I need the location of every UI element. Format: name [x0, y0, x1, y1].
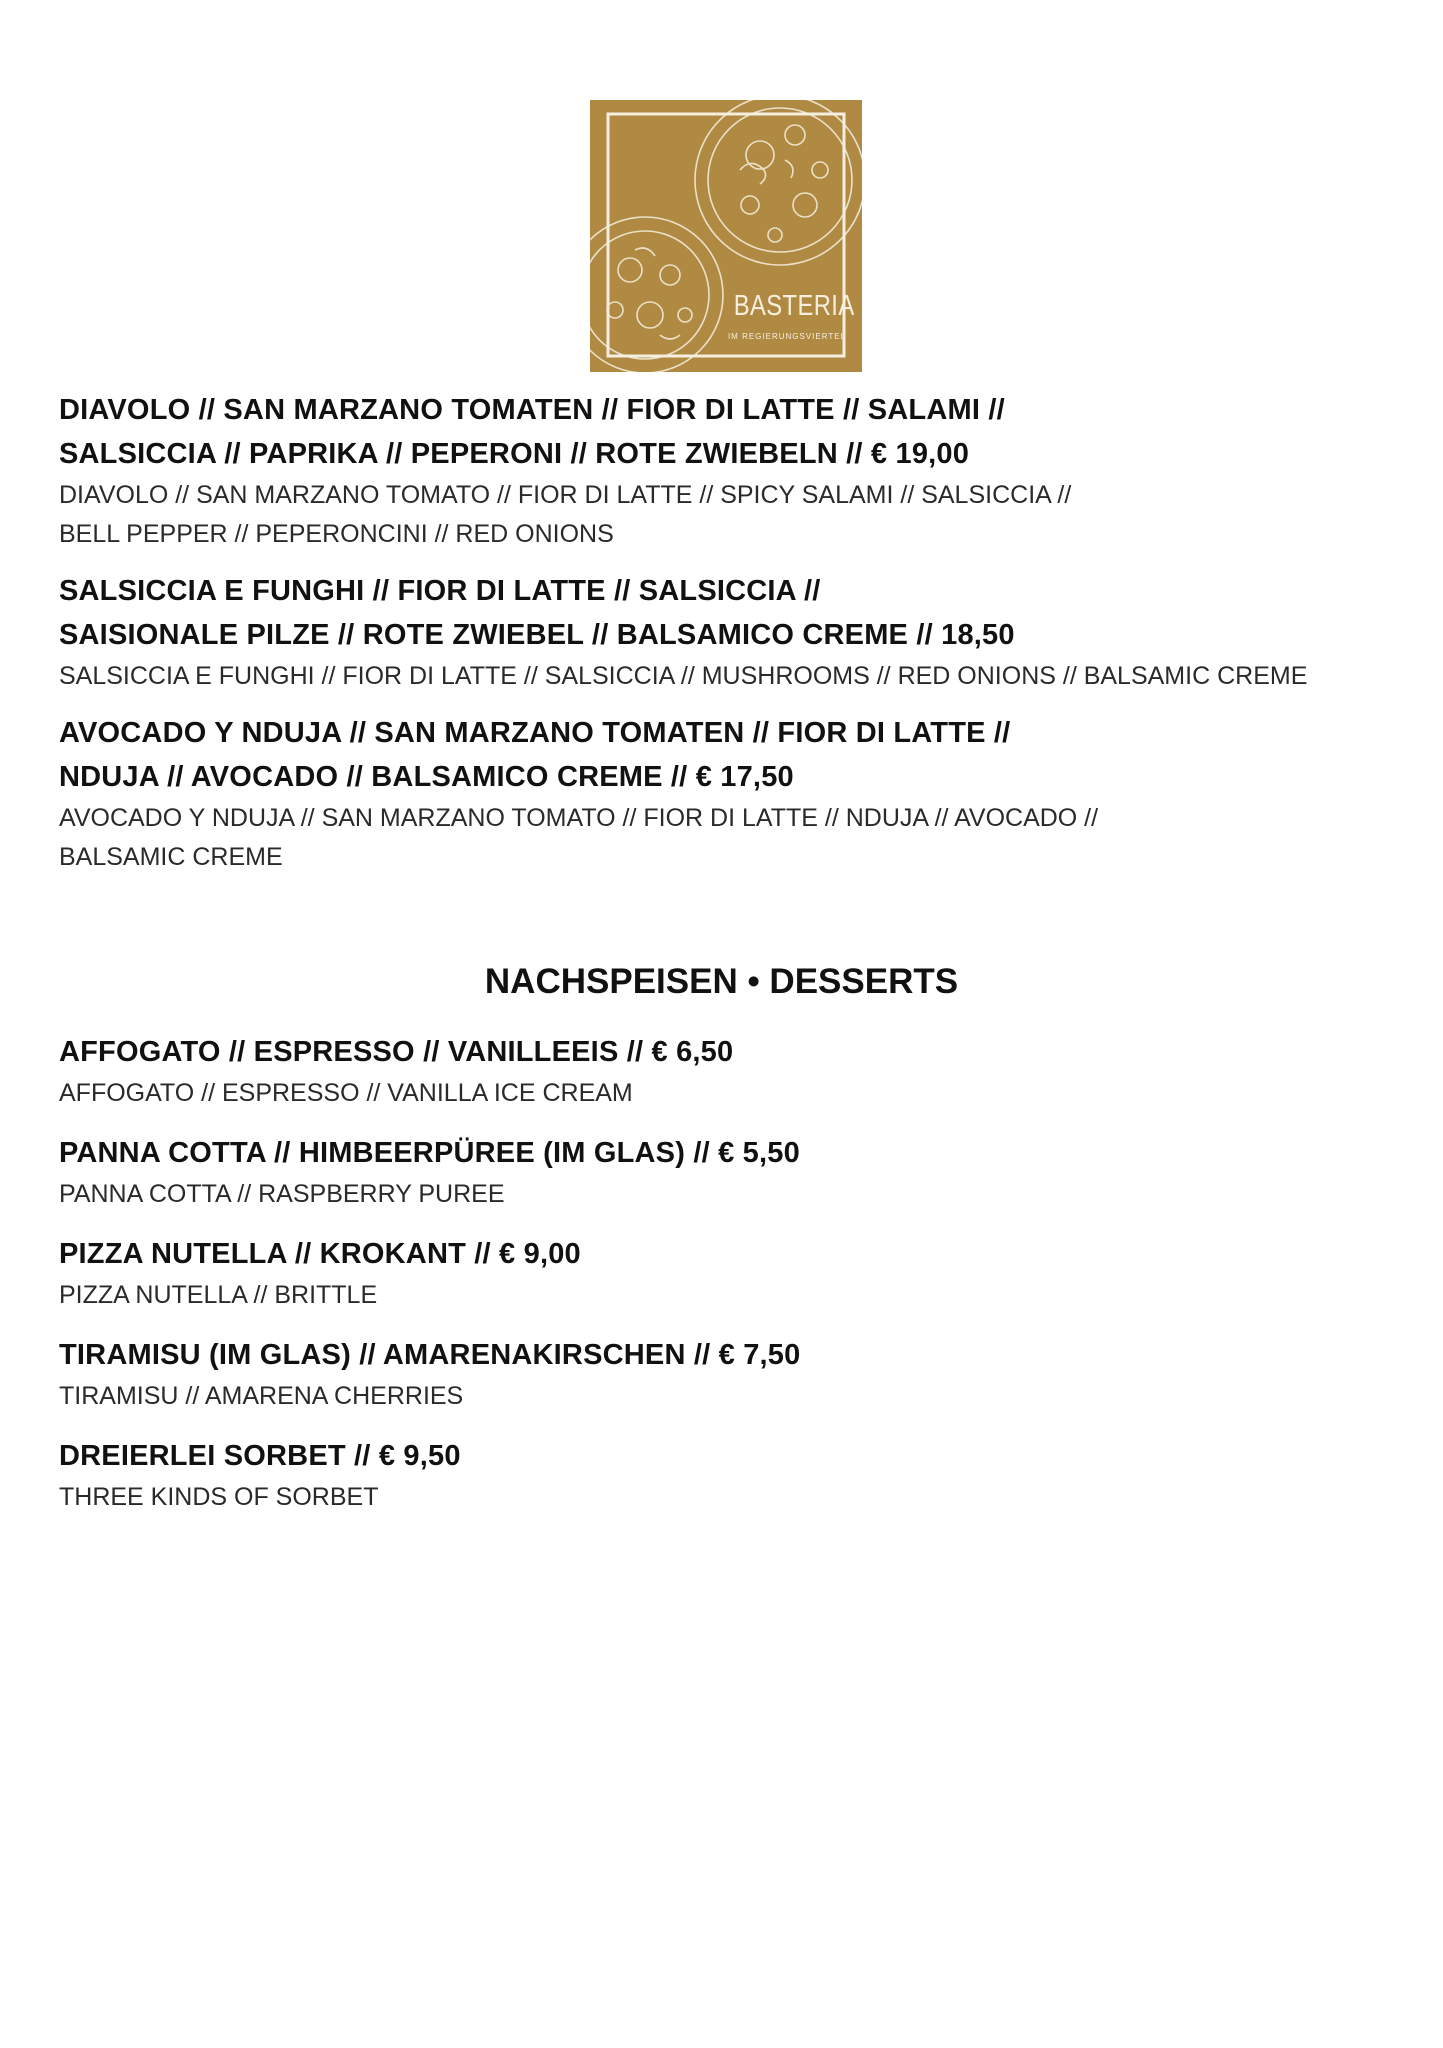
dessert-menu — [59, 1030, 1399, 1535]
menu-item-german: PIZZA NUTELLA // KROKANT // € 9,00 — [59, 1238, 581, 1270]
menu-item-english: PANNA COTTA // RASPBERRY PUREE — [59, 1180, 505, 1208]
menu-item — [59, 388, 1399, 554]
menu-item-english: AFFOGATO // ESPRESSO // VANILLA ICE CREAM — [59, 1079, 633, 1107]
menu-item — [59, 1434, 1399, 1517]
menu-item-german: TIRAMISU (IM GLAS) // AMARENAKIRSCHEN // € 7,50 — [59, 1339, 801, 1371]
menu-item-english: AVOCADO Y NDUJA // SAN MARZANO TOMATO // FIOR DI LATTE // NDUJA // AVOCADO // BALSAMIC CREME — [59, 804, 1099, 871]
menu-item — [59, 1030, 1399, 1113]
basteria-logo — [590, 100, 862, 372]
pizza-menu — [59, 388, 1399, 892]
menu-item — [59, 1333, 1399, 1416]
menu-item-english: TIRAMISU // AMARENA CHERRIES — [59, 1382, 464, 1410]
menu-item-german: DIAVOLO // SAN MARZANO TOMATEN // FIOR DI LATTE // SALAMI // SALSICCIA // PAPRIKA // PEPERONI // ROTE ZWIEBELN // € 19,00 — [59, 394, 1005, 470]
logo-brand-name: BASTERIA — [733, 290, 855, 322]
menu-item-english: DIAVOLO // SAN MARZANO TOMATO // FIOR DI LATTE // SPICY SALAMI // SALSICCIA // BELL PEPPER // PEPERONCINI // RED ONIONS — [59, 481, 1072, 548]
menu-item — [59, 569, 1399, 696]
menu-item — [59, 1232, 1399, 1315]
desserts-section-title: NACHSPEISEN • DESSERTS — [484, 962, 959, 1001]
logo-subtitle: IM REGIERUNGSVIERTEL — [727, 332, 847, 341]
menu-item-german: DREIERLEI SORBET // € 9,50 — [59, 1440, 461, 1472]
menu-item — [59, 711, 1399, 877]
menu-item-german: PANNA COTTA // HIMBEERPÜREE (IM GLAS) // € 5,50 — [59, 1137, 800, 1169]
menu-item-english: SALSICCIA E FUNGHI // FIOR DI LATTE // SALSICCIA // MUSHROOMS // RED ONIONS // BALSAMIC CREME — [59, 662, 1308, 690]
menu-item-german: SALSICCIA E FUNGHI // FIOR DI LATTE // SALSICCIA // SAISIONALE PILZE // ROTE ZWIEBEL // BALSAMICO CREME // 18,50 — [59, 575, 1015, 651]
menu-item-english: PIZZA NUTELLA // BRITTLE — [59, 1281, 378, 1309]
menu-item-german: AVOCADO Y NDUJA // SAN MARZANO TOMATEN // FIOR DI LATTE // NDUJA // AVOCADO // BALSAMICO CREME // € 17,50 — [59, 717, 1011, 793]
menu-item-german: AFFOGATO // ESPRESSO // VANILLEEIS // € 6,50 — [59, 1036, 734, 1068]
menu-item — [59, 1131, 1399, 1214]
menu-item-english: THREE KINDS OF SORBET — [59, 1483, 379, 1511]
